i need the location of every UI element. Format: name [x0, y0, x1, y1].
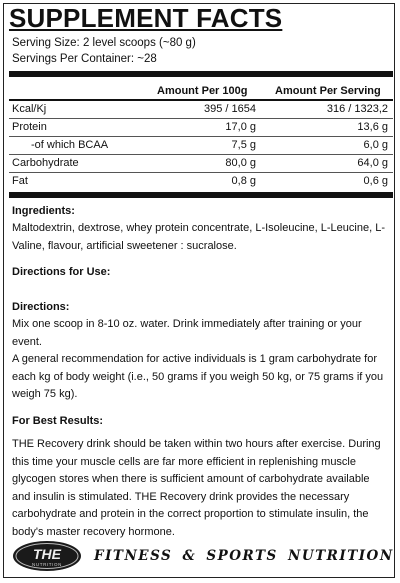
row-per-serving: 13,6 g [357, 121, 388, 133]
row-label: Kcal/Kj [12, 103, 47, 115]
thick-divider-top [9, 71, 393, 77]
servings-per-container: Servings Per Container: ~28 [12, 53, 157, 65]
row-per-100g: 7,5 g [231, 139, 256, 151]
row-per-serving: 64,0 g [357, 157, 388, 169]
table-row [9, 173, 393, 190]
row-per-serving: 6,0 g [363, 139, 388, 151]
row-label: Protein [12, 121, 47, 133]
table-row [9, 137, 393, 155]
row-per-100g: 0,8 g [231, 175, 256, 187]
column-header-per-serving: Amount Per Serving [275, 85, 381, 97]
brand-slogan: FITNESS & SPORTS NUTRITION [94, 548, 394, 564]
best-results-heading: For Best Results: [12, 415, 104, 427]
directions-paragraph-1: Mix one scoop in 8-10 oz. water. Drink immediately after training or your event. [12, 318, 362, 348]
table-row [9, 119, 393, 137]
row-per-100g: 395 / 1654 [204, 103, 256, 115]
row-label: Carbohydrate [12, 157, 79, 169]
directions-paragraph-2: A general recommendation for active individuals is 1 gram carbohydrate for each kg of body weight (i.e., 50 grams if you weigh 50 kg, or 75 grams if you weigh 75 kg). [12, 353, 384, 400]
row-label: -of which BCAA [31, 139, 109, 151]
logo-text: THE [33, 546, 61, 562]
directions-heading: Directions: [12, 301, 70, 313]
row-per-serving: 316 / 1323,2 [326, 103, 388, 115]
thick-divider-bottom [9, 192, 393, 198]
brand-logo [12, 540, 82, 572]
ingredients-heading: Ingredients: [12, 205, 75, 217]
column-header-per-100g: Amount Per 100g [157, 85, 248, 97]
row-per-100g: 80,0 g [225, 157, 256, 169]
page-title: SUPPLEMENT FACTS [9, 3, 283, 33]
serving-size: Serving Size: 2 level scoops (~80 g) [12, 37, 196, 49]
best-results-text: THE Recovery drink should be taken within two hours after exercise. During this time your muscle cells are far more efficient in replenishing muscle glycogen stores when there is sufficient amount of carbohydrate available and insulin is stimulated. THE Recovery drink provides the necessary carbohydrate and protein in the correct proportion to stimulate insulin, the body's master recovery hormone. [12, 438, 381, 538]
logo-subtext: NUTRITION [32, 562, 62, 567]
directions-for-use-heading: Directions for Use: [12, 266, 111, 278]
table-row [9, 155, 393, 173]
ingredients-text: Maltodextrin, dextrose, whey protein concentrate, L-Isoleucine, L-Leucine, L-Valine, flavour, artificial sweetener : sucralose. [12, 222, 385, 252]
row-per-100g: 17,0 g [225, 121, 256, 133]
row-label: Fat [12, 175, 28, 187]
table-row [9, 101, 393, 119]
row-per-serving: 0,6 g [363, 175, 388, 187]
